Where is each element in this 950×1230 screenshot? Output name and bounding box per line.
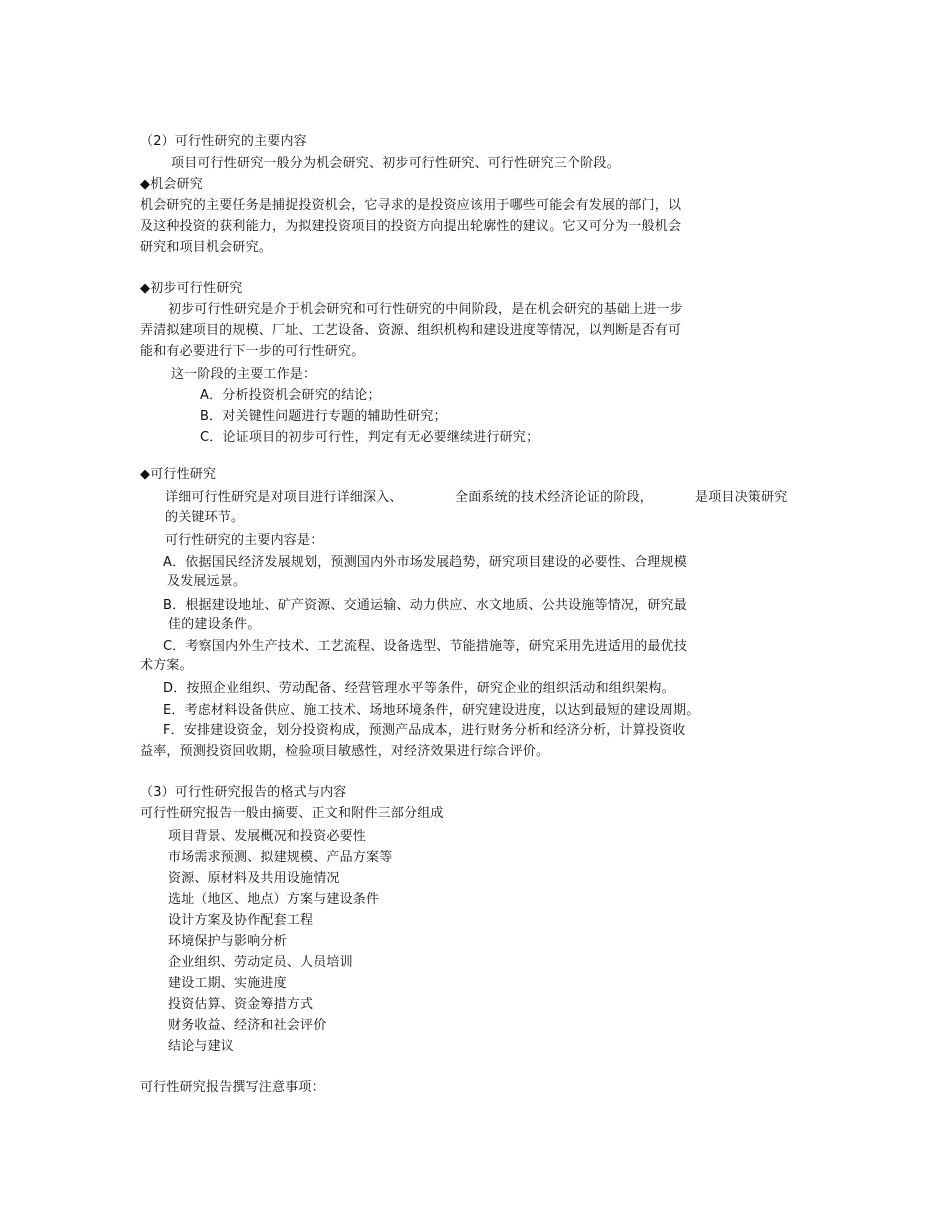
feasibility-desc-part1: 详细可行性研究是对项目进行详细深入、 [165, 490, 403, 505]
feasibility-item: 佳的建设条件。 [168, 617, 261, 632]
feasibility-heading: ◆可行性研究 [140, 467, 217, 482]
report-list-item: 企业组织、劳动定员、人员培训 [168, 955, 353, 970]
report-list-item: 财务收益、经济和社会评价 [168, 1018, 327, 1033]
feasibility-item: F．安排建设资金，划分投资构成，预测产品成本，进行财务分析和经济分析，计算投资收 [163, 723, 686, 738]
report-list-item: 资源、原材料及共用设施情况 [168, 871, 340, 886]
section3-intro: 可行性研究报告一般由摘要、正文和附件三部分组成 [140, 806, 444, 821]
feasibility-item: 及发展远景。 [167, 574, 247, 589]
section2-heading: （2）可行性研究的主要内容 [140, 134, 307, 149]
opportunity-line: 及这种投资的获利能力，为拟建投资项目的投资方向提出轮廓性的建议。它又可分为一般机会 [140, 219, 682, 234]
opportunity-line: 机会研究的主要任务是捕捉投资机会，它寻求的是投资应该用于哪些可能会有发展的部门，以 [140, 198, 682, 213]
opportunity-line: 研究和项目机会研究。 [140, 240, 273, 255]
feasibility-desc-line2: 的关键环节。 [165, 510, 245, 525]
report-list-item: 市场需求预测、拟建规模、产品方案等 [168, 850, 393, 865]
feasibility-item: 益率，预测投资回收期，检验项目敏感性，对经济效果进行综合评价。 [140, 744, 550, 759]
report-list-item: 投资估算、资金筹措方式 [168, 997, 314, 1012]
feasibility-desc-part3: 是项目决策研究 [695, 490, 788, 505]
report-list-item: 设计方案及协作配套工程 [168, 913, 314, 928]
opportunity-heading: ◆机会研究 [140, 177, 203, 192]
feasibility-item: D．按照企业组织、劳动配备、经营管理水平等条件，研究企业的组织活动和组织架构。 [163, 681, 675, 696]
section2-intro: 项目可行性研究一般分为机会研究、初步可行性研究、可行性研究三个阶段。 [171, 156, 620, 171]
feasibility-item: A．依据国民经济发展规划，预测国内外市场发展趋势，研究项目建设的必要性、合理规模 [163, 555, 687, 570]
feasibility-item: B．根据建设地址、矿产资源、交通运输、动力供应、水文地质、公共设施等情况，研究最 [163, 598, 687, 613]
report-list-item: 项目背景、发展概况和投资必要性 [168, 829, 367, 844]
section3-heading: （3）可行性研究报告的格式与内容 [140, 785, 347, 800]
feasibility-item: 术方案。 [140, 658, 193, 673]
feasibility-content-intro: 可行性研究的主要内容是： [165, 533, 324, 548]
preliminary-work-intro: 这一阶段的主要工作是： [171, 367, 317, 382]
report-list-item: 环境保护与影响分析 [168, 934, 287, 949]
report-list-item: 选址（地区、地点）方案与建设条件 [168, 892, 380, 907]
preliminary-heading: ◆初步可行性研究 [140, 281, 243, 296]
notes-heading: 可行性研究报告撰写注意事项： [140, 1080, 325, 1095]
report-list-item: 建设工期、实施进度 [168, 976, 287, 991]
feasibility-item: C．考察国内外生产技术、工艺流程、设备选型、节能措施等，研究采用先进适用的最优技 [163, 639, 688, 654]
preliminary-line: 初步可行性研究是介于机会研究和可行性研究的中间阶段，是在机会研究的基础上进一步 [168, 302, 683, 317]
preliminary-line: 弄清拟建项目的规模、厂址、工艺设备、资源、组织机构和建设进度等情况，以判断是否有可 [140, 323, 682, 338]
feasibility-item: E．考虑材料设备供应、施工技术、场地环境条件，研究建设进度，以达到最短的建设周期。 [163, 703, 700, 718]
preliminary-item: C．论证项目的初步可行性，判定有无必要继续进行研究； [200, 430, 540, 445]
report-list-item: 结论与建议 [168, 1039, 235, 1054]
preliminary-line: 能和有必要进行下一步的可行性研究。 [140, 344, 365, 359]
preliminary-item: B．对关键性问题进行专题的辅助性研究； [200, 409, 447, 424]
feasibility-desc-part2: 全面系统的技术经济论证的阶段， [455, 490, 654, 505]
preliminary-item: A．分析投资机会研究的结论； [200, 388, 381, 403]
